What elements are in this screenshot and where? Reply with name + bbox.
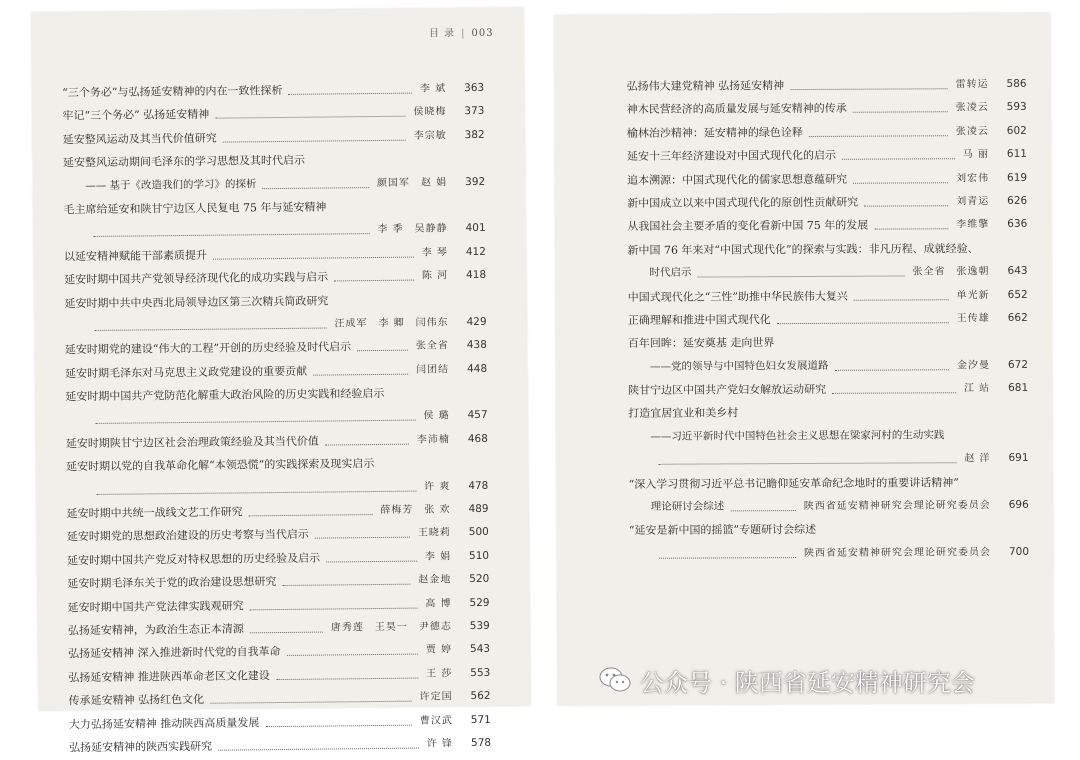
- toc-entry-author: 李 娟: [424, 551, 452, 563]
- toc-entry-title: 牢记“三个务必” 弘扬延安精神: [62, 108, 210, 123]
- toc-entry-author: 雷转运: [955, 79, 989, 91]
- dot-leader: [287, 654, 418, 656]
- toc-entry-title: 弘扬延安精神的陕西实践研究: [68, 739, 213, 755]
- dot-leader: [731, 510, 796, 511]
- toc-entry-author: 赵金地: [418, 574, 452, 586]
- dot-leader: [357, 350, 408, 352]
- toc-entry-author: 张全省 张逸朝: [912, 266, 990, 278]
- dot-leader: [262, 187, 369, 189]
- toc-entry-author: 赵 洋: [964, 453, 991, 465]
- toc-entry-author: 江 站: [963, 383, 991, 395]
- dot-leader: [288, 93, 412, 95]
- toc-entry-page-number: 696: [1008, 498, 1029, 511]
- dot-leader: [96, 490, 416, 494]
- toc-entry-title: 陕甘宁边区中国共产党妇女解放运动研究: [628, 382, 827, 397]
- toc-entry-title: 正确理解和推进中国式现代化: [627, 313, 771, 327]
- toc-entry-page-number: 571: [470, 713, 491, 726]
- toc-entry: [628, 447, 1028, 472]
- toc-entry-page-number: 636: [1007, 218, 1028, 231]
- toc-entry-title: 延安时期中国共产党反对特权思想的历史经验及启示: [67, 551, 321, 568]
- toc-entry: [627, 237, 1027, 262]
- watermark: [598, 662, 975, 698]
- toc-entry-page-number: 489: [468, 502, 489, 516]
- toc-entry-page-number: 418: [466, 268, 487, 282]
- toc-entry-page-number: 672: [1007, 358, 1029, 371]
- dot-leader: [276, 677, 418, 679]
- toc-entry-title: 时代启示: [649, 266, 692, 279]
- toc-entry-author: 贾 婷: [425, 644, 453, 656]
- toc-entry-page-number: 412: [465, 245, 486, 258]
- dot-leader: [96, 420, 416, 424]
- toc-entry-page-number: 578: [470, 736, 492, 749]
- toc-entry-title: —— 基于《改造我们的学习》的探析: [85, 177, 257, 192]
- toc-entry-title: 打造宜居宜业和美乡村: [628, 406, 739, 421]
- toc-entry-author: 李宗敏: [413, 130, 447, 142]
- toc-entry: [629, 470, 1029, 495]
- toc-entry-page-number: 602: [1006, 124, 1027, 137]
- toc-entry: [627, 213, 1027, 238]
- toc-entry-title: 弘扬延安精神 深入推进新时代党的自我革命: [68, 645, 281, 661]
- toc-entry-title: 延安时期中共统一战线文艺工作研究: [66, 505, 243, 521]
- dot-leader: [223, 139, 406, 142]
- dot-leader: [315, 537, 410, 539]
- toc-entry-title: 弘扬延安精神 推进陕西革命老区文化建设: [68, 668, 270, 685]
- toc-entry-page-number: 448: [467, 362, 488, 375]
- toc-entry-title: 百年回眸：延安奠基 走向世界: [627, 336, 775, 351]
- toc-entry-title: 延安时期陕甘宁边区社会治理政策经验及其当代价值: [65, 434, 319, 451]
- toc-entry: [627, 143, 1027, 168]
- toc-entry-author: 刘青运: [956, 195, 990, 208]
- dot-leader: [659, 557, 796, 559]
- toc-entry: [627, 120, 1027, 145]
- toc-entry-page-number: 392: [465, 175, 486, 188]
- toc-entry: [628, 400, 1028, 425]
- toc-entry-title: 以延安精神赋能干部素质提升: [63, 248, 207, 264]
- toc-entry-author: 李 季 吴静静: [377, 223, 448, 236]
- toc-entry-page-number: 510: [468, 549, 490, 562]
- toc-entry-title: 延安时期以党的自我革命化解“本领恐慌”的实践探索及现实启示: [66, 457, 375, 474]
- toc-entry-author: 许定国: [419, 691, 453, 703]
- left-page: [31, 7, 530, 755]
- toc-entry-author: 侯晓梅: [413, 106, 447, 118]
- toc-entry-author: 李 琴: [421, 246, 448, 259]
- toc-entry-author: 马 丽: [962, 149, 989, 161]
- toc-entry: [629, 517, 1029, 542]
- toc-entry-author: 李沛楠: [416, 434, 450, 446]
- toc-entry-title: ——习近平新时代中国特色社会主义思想在梁家河村的生动实践: [650, 429, 945, 443]
- running-head-page-number: 003: [471, 27, 494, 39]
- toc-entry-author: 刘宏伟: [956, 172, 990, 184]
- dot-leader: [325, 444, 409, 446]
- dot-leader: [313, 373, 408, 375]
- toc-entry-author: 高 博: [425, 597, 452, 610]
- toc-entry-author: 许 锋: [426, 738, 454, 750]
- toc-entry-page-number: 457: [467, 409, 488, 422]
- toc-entry-author: 薛梅芳 张 欢: [380, 504, 451, 516]
- toc-entry-page-number: 611: [1006, 148, 1027, 161]
- toc-list-right: [627, 73, 1030, 566]
- toc-entry-author: 陈 河: [421, 270, 449, 282]
- dot-leader: [282, 584, 410, 586]
- toc-entry-author: 李维擎: [956, 219, 990, 231]
- dot-leader: [864, 205, 948, 206]
- toc-entry-title: “三个务必”与弘扬延安精神的内在一致性探析: [62, 83, 283, 100]
- dot-leader: [250, 607, 418, 610]
- toc-entry: [627, 166, 1027, 191]
- toc-entry-page-number: 429: [466, 315, 487, 328]
- toc-entry-author: 陕西省延安精神研究会理论研究委员会: [803, 500, 991, 513]
- toc-entry-page-number: 468: [467, 432, 488, 445]
- toc-entry-title: “延安是新中国的摇篮”专题研讨会综述: [628, 523, 817, 538]
- toc-entry-page-number: 643: [1007, 264, 1028, 278]
- toc-entry-title: 延安整风运动期间毛泽东的学习思想及其时代启示: [62, 153, 305, 170]
- right-page: [554, 13, 1054, 706]
- toc-entry-title: 大力弘扬延安精神 推动陕西高质量发展: [68, 715, 260, 731]
- toc-entry-author: 张凌云: [955, 125, 989, 137]
- toc-entry-page-number: 500: [468, 526, 489, 539]
- toc-entry-page-number: 586: [1006, 77, 1027, 90]
- toc-entry: [627, 73, 1027, 98]
- toc-list-left: [62, 77, 491, 760]
- toc-entry-title: 延安整风运动及其当代价值研究: [62, 131, 217, 147]
- toc-entry-author: 单光新: [956, 289, 990, 301]
- toc-entry-page-number: 478: [468, 479, 489, 492]
- dot-leader: [213, 256, 414, 259]
- toc-entry-author: 陕西省延安精神研究会理论研究委员会: [803, 546, 992, 559]
- toc-entry-author: 许 爽: [424, 480, 451, 493]
- toc-entry-author: 王 莎: [426, 667, 453, 680]
- toc-entry-title: 延安时期毛泽东关于党的政治建设思想研究: [67, 575, 277, 591]
- toc-entry-page-number: 543: [469, 643, 491, 656]
- toc-entry-title: 延安时期党的思想政治建设的历史考察与当代启示: [66, 528, 309, 544]
- toc-entry-author: 汪成军 李 卿 闫伟东: [334, 317, 449, 330]
- toc-entry-page-number: 373: [464, 105, 485, 118]
- toc-entry-page-number: 691: [1008, 452, 1029, 465]
- toc-entry-page-number: 539: [469, 619, 490, 633]
- dot-leader: [832, 392, 956, 394]
- dot-leader: [698, 276, 905, 278]
- dot-leader: [211, 701, 412, 704]
- toc-entry-title: ——党的领导与中国特色妇女发展道路: [650, 359, 829, 373]
- dot-leader: [659, 462, 957, 465]
- dot-leader: [218, 748, 419, 751]
- dot-leader: [249, 514, 373, 516]
- watermark-text: 公众号 · 陕西省延安精神研究会: [640, 668, 975, 697]
- toc-entry-title: 延安时期中国共产党防范化解重大政治风险的历史实践和经验启示: [65, 386, 385, 404]
- toc-entry-author: 李 斌: [419, 83, 447, 95]
- dot-leader: [835, 369, 949, 371]
- running-head-section: 目 录: [428, 28, 456, 40]
- toc-entry-author: 曹汉武: [419, 714, 453, 727]
- toc-entry-title: 新中国成立以来中国式现代化的原创性贡献研究: [627, 195, 859, 210]
- toc-entry-page-number: 438: [466, 339, 487, 352]
- toc-entry-title: 理论研讨会综述: [650, 500, 725, 513]
- toc-entry: [627, 190, 1027, 215]
- dot-leader: [842, 158, 955, 160]
- toc-entry-page-number: 593: [1006, 101, 1027, 114]
- dot-leader: [326, 560, 417, 562]
- dot-leader: [853, 112, 948, 113]
- toc-entry-title: 延安时期中共中央西北局领导边区第三次精兵简政研究: [64, 294, 329, 310]
- dot-leader: [94, 233, 370, 237]
- toc-entry-title: 榆林治沙精神：延安精神的绿色诠释: [626, 125, 803, 140]
- toc-entry-author: 王晓莉: [417, 527, 451, 539]
- toc-entry-title: 毛主席给延安和陕甘宁边区人民复电 75 年与延安精神: [63, 200, 327, 217]
- toc-entry-title: 延安时期中国共产党领导经济现代化的成功实践与启示: [64, 270, 329, 287]
- toc-entry-page-number: 662: [1007, 311, 1028, 324]
- toc-entry: [69, 732, 491, 760]
- toc-entry-author: 王传雄: [956, 312, 990, 325]
- dot-leader: [777, 322, 949, 324]
- toc-entry-page-number: 626: [1007, 194, 1028, 207]
- toc-entry: [627, 96, 1027, 121]
- toc-entry-page-number: 553: [470, 666, 491, 679]
- toc-entry-page-number: 562: [470, 689, 491, 703]
- toc-entry-page-number: 681: [1008, 381, 1029, 395]
- toc-entry-title: 从我国社会主要矛盾的变化看新中国 75 年的发展: [627, 219, 869, 234]
- toc-entry-title: 延安时期毛泽东对马克思主义政党建设的重要贡献: [65, 364, 308, 380]
- dot-leader: [266, 724, 412, 727]
- toc-entry-author: 闫团结: [416, 363, 450, 376]
- dot-leader: [334, 280, 414, 282]
- toc-entry: [627, 260, 1027, 285]
- toc-entry-title: 延安十三年经济建设对中国式现代化的启示: [626, 149, 836, 164]
- toc-entry: [628, 307, 1028, 332]
- dot-leader: [95, 327, 327, 330]
- toc-entry-page-number: 700: [1008, 545, 1030, 558]
- toc-entry-title: 延安时期党的建设“伟大的工程”开创的历史经验及时代启示: [64, 340, 352, 357]
- toc-entry-author: 张全省: [415, 340, 449, 352]
- toc-entry-title: 弘扬延安精神，为政治生态正本清源: [67, 622, 244, 638]
- toc-entry-page-number: 619: [1006, 171, 1028, 184]
- toc-entry: [628, 283, 1028, 308]
- toc-entry-page-number: 520: [469, 573, 490, 586]
- dot-leader: [854, 299, 949, 300]
- dot-leader: [809, 135, 948, 137]
- toc-entry-author: 颜国军 赵 娟: [376, 176, 448, 189]
- toc-entry-author: 金汐曼: [957, 359, 991, 371]
- running-head: 目 录 | 003: [428, 27, 494, 40]
- toc-entry-title: 传承延安精神 弘扬红色文化: [68, 692, 205, 708]
- toc-entry-author: 侯 璐: [423, 410, 450, 422]
- toc-entry-page-number: 382: [464, 128, 485, 141]
- toc-entry: [628, 424, 1028, 449]
- dot-leader: [874, 229, 948, 230]
- toc-entry-page-number: 529: [469, 596, 490, 609]
- toc-entry-title: 中国式现代化之“三性”助推中华民族伟大复兴: [627, 289, 848, 304]
- toc-entry-title: 神木民营经济的高质量发展与延安精神的传承: [626, 102, 847, 117]
- toc-entry-page-number: 363: [464, 81, 485, 95]
- wechat-icon: [598, 665, 632, 695]
- dot-leader: [215, 116, 405, 119]
- toc-entry-title: 弘扬伟大建党精神 弘扬延安精神: [626, 79, 785, 93]
- toc-entry: [628, 354, 1028, 379]
- toc-entry-title: 新中国 76 年来对“中国式现代化”的探索与实践：非凡历程、成就经验、: [627, 241, 979, 257]
- toc-entry-title: 延安时期中国共产党法律实践观研究: [67, 598, 244, 614]
- toc-entry: [629, 541, 1029, 566]
- toc-entry-page-number: 652: [1007, 288, 1028, 301]
- toc-entry: [629, 494, 1029, 519]
- dot-leader: [853, 182, 948, 183]
- toc-entry: [628, 377, 1028, 402]
- toc-entry-author: 唐秀莲 王昊一 尹德志: [330, 621, 452, 634]
- toc-entry: [628, 330, 1028, 355]
- toc-entry-title: 追本溯源：中国式现代化的儒家思想意蕴研究: [627, 172, 848, 187]
- toc-entry-author: 张凌云: [955, 102, 989, 114]
- dot-leader: [791, 88, 948, 90]
- toc-entry-title: “深入学习贯彻习近平总书记瞻仰延安革命纪念地时的重要讲话精神”: [628, 475, 959, 491]
- toc-entry-page-number: 401: [465, 222, 486, 235]
- dot-leader: [250, 632, 323, 634]
